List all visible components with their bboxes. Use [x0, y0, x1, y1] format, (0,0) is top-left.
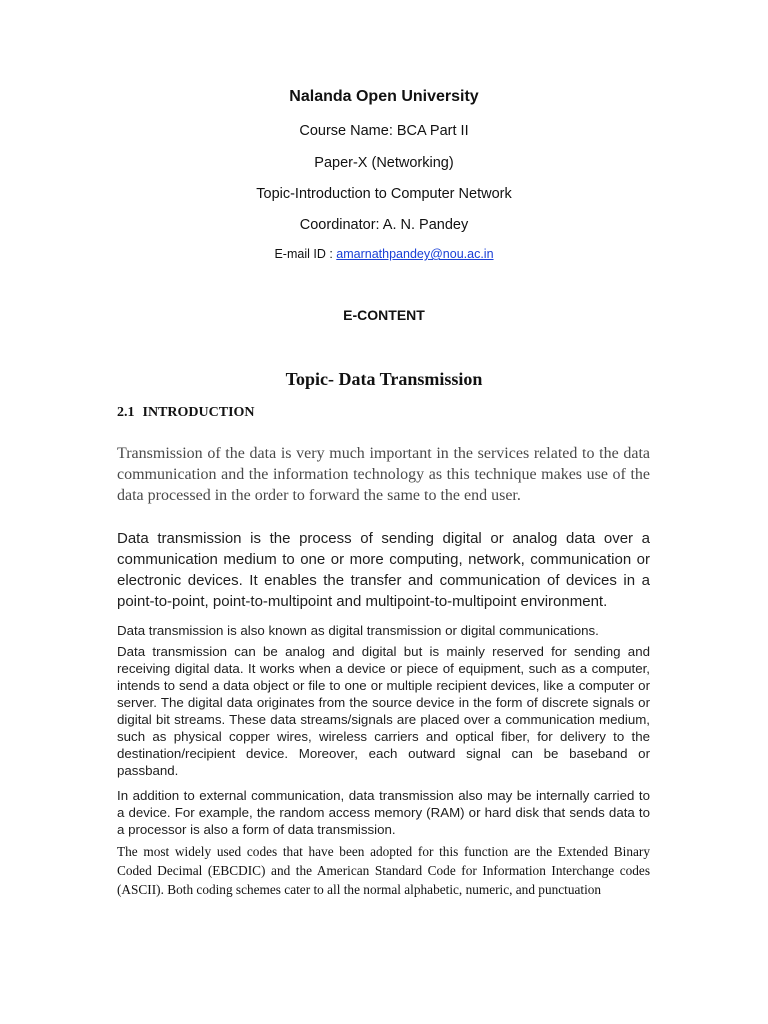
section-title: INTRODUCTION — [142, 405, 255, 420]
email-link[interactable]: amarnathpandey@nou.ac.in — [336, 247, 494, 261]
email-line — [0, 247, 768, 261]
paragraph: Transmission of the data is very much important in the services related to the data communication and the information technology as this technique makes use of the data processed in the order to forward the same to the end user. — [117, 445, 650, 504]
econtent-heading: E-CONTENT — [343, 307, 425, 323]
course-topic: Topic-Introduction to Computer Network — [256, 186, 512, 202]
university-title: Nalanda Open University — [289, 88, 479, 105]
paragraph: Data transmission is the process of sending digital or analog data over a communication medium to one or more computing, network, communication or electronic devices. It enables the transfer and communication of devices in a point-to-point, point-to-multipoint and multipoint-to-multipoint environment. — [117, 530, 650, 610]
paper-name: Paper-X (Networking) — [314, 155, 454, 171]
coordinator: Coordinator: A. N. Pandey — [299, 217, 469, 233]
section-number: 2.1 — [117, 405, 135, 420]
section-heading — [117, 405, 255, 421]
paragraph: The most widely used codes that have been adopted for this function are the Extended Binary Coded Decimal (EBCDIC) and the American Standard Code for Information Interchange codes (ASCII). Both coding schemes cater to all the normal alphabetic, numeric, and punctuation — [117, 844, 650, 897]
email-label: E-mail ID : — [274, 247, 337, 261]
course-name: Course Name: BCA Part II — [299, 123, 469, 139]
document-topic-heading: Topic- Data Transmission — [285, 369, 483, 389]
paragraph: In addition to external communication, data transmission also may be internally carried to a device. For example, the random access memory (RAM) or hard disk that sends data to a processor is also a form of data transmission. — [117, 788, 650, 837]
paragraph: Data transmission is also known as digital transmission or digital communications. — [117, 623, 599, 638]
paragraph: Data transmission can be analog and digital but is mainly reserved for sending and receiving digital data. It works when a device or piece of equipment, such as a computer, intends to send a data object or file to one or multiple recipient devices, like a computer or server. The digital data originates from the source device in the form of discrete signals or digital bit streams. These data streams/signals are placed over a communication medium, such as physical copper wires, wireless carriers and optical fiber, for delivery to the destination/recipient device. Moreover, each outward signal can be baseband or passband. — [117, 644, 650, 778]
